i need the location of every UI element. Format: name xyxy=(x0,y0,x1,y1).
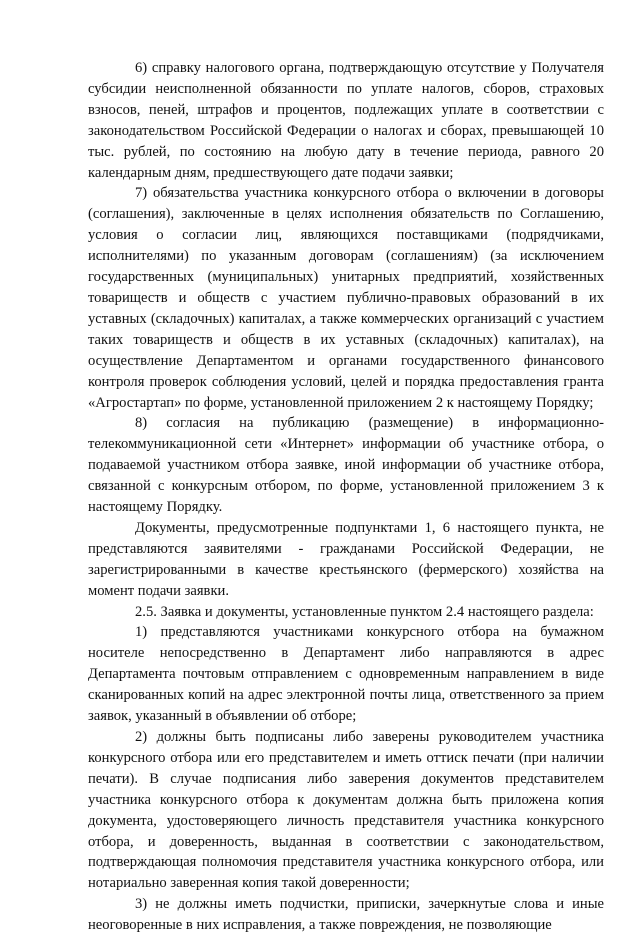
paragraph-sub-1: 1) представляются участниками конкурсного отбора на бумажном носителе непосредственно в Департамент либо направляются в адрес Департамента почтовым отправлением с одновременным направлением в виде сканированных копий на адрес электронной почты лица, ответственного за прием заявок, указанный в объявлении об отборе; xyxy=(88,624,604,725)
document-page xyxy=(88,58,604,936)
section-2-5-heading: 2.5. Заявка и документы, установленные пунктом 2.4 настоящего раздела: xyxy=(135,603,594,620)
paragraph-sub-2: 2) должны быть подписаны либо заверены руководителем участника конкурсного отбора или его представителем и иметь оттиск печати (при наличии печати). В случае подписания либо заверения документов представителем участника конкурсного отбора к документам должна быть приложена копия документа, удостоверяющего личность представителя участника конкурсного отбора, и доверенность, выданная в соответствии с законодательством, подтверждающая полномочия представителя участника конкурсного отбора, или нотариально заверенная копия такой доверенности; xyxy=(88,729,604,892)
paragraph-item-8: 8) согласия на публикацию (размещение) в информационно-телекоммуникационной сети «Интернет» информации об участнике отбора, о подаваемой участником отбора заявке, иной информации об участнике отбора, связанной с конкурсным отбором, по форме, установленной приложением 3 к настоящему Порядку. xyxy=(88,415,604,516)
paragraph-sub-3: 3) не должны иметь подчистки, приписки, зачеркнутые слова и иные неоговоренные в них исправления, а также повреждения, не позволяющие xyxy=(88,896,604,934)
paragraph-item-6: 6) справку налогового органа, подтверждающую отсутствие у Получателя субсидии неисполненной обязанности по уплате налогов, сборов, страховых взносов, пеней, штрафов и процентов, подлежащих уплате в соответствии с законодательством Российской Федерации о налогах и сборах, превышающей 10 тыс. рублей, по состоянию на любую дату в течение периода, равного 20 календарным дням, предшествующего дате подачи заявки; xyxy=(88,60,604,181)
paragraph-note: Документы, предусмотренные подпунктами 1, 6 настоящего пункта, не представляются заявителями - гражданами Российской Федерации, не зарегистрированными в качестве крестьянского (фермерского) хозяйства на момент подачи заявки. xyxy=(88,519,604,599)
paragraph-item-7: 7) обязательства участника конкурсного отбора о включении в договоры (соглашения), заключенные в целях исполнения обязательств по Соглашению, условия о согласии лиц, являющихся поставщиками (подрядчиками, исполнителями) по указанным договорам (соглашениям) (за исключением государственных (муниципальных) унитарных предприятий, хозяйственных товариществ и обществ с участием публично-правовых образований в их уставных (складочных) капиталах, а также коммерческих организаций с участием таких товариществ и обществ в их уставных (складочных) капиталах), на осуществление Департаментом и органами государственного финансового контроля проверок соблюдения условий, целей и порядка предоставления гранта «Агростартап» по форме, установленной приложением 2 к настоящему Порядку; xyxy=(88,185,604,411)
